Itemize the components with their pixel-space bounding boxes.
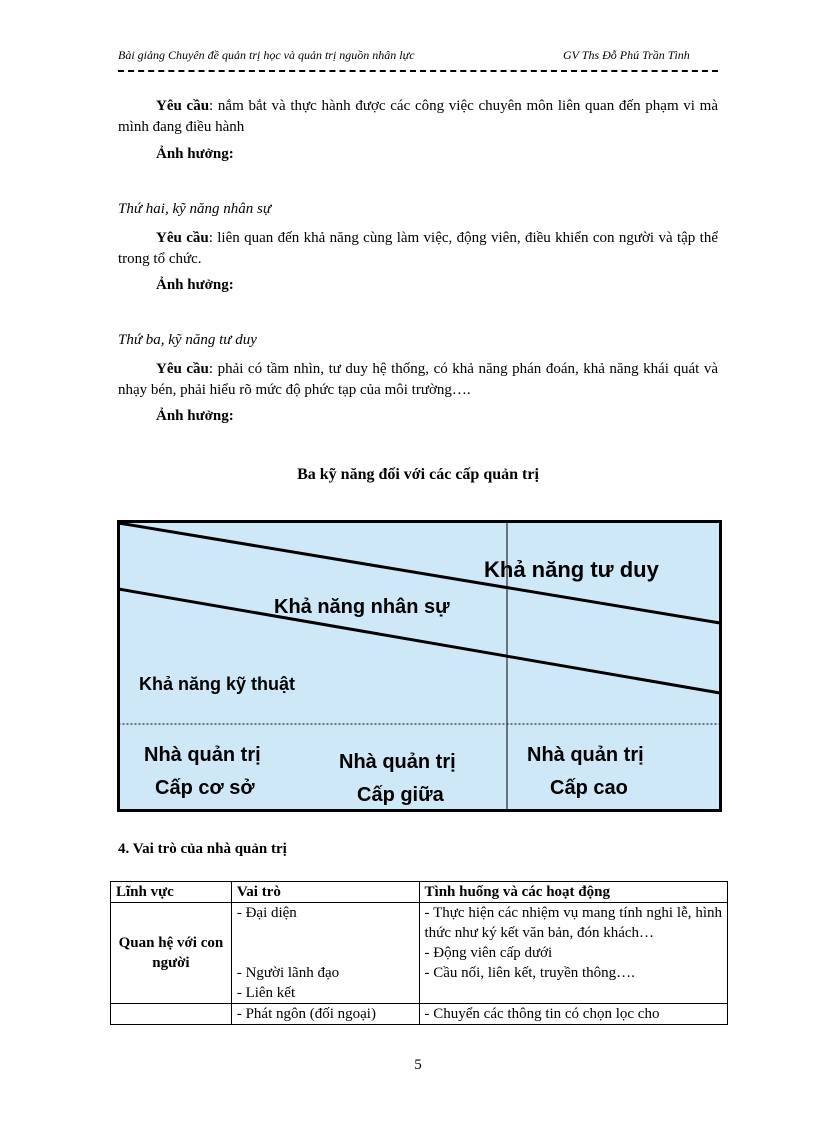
role-liaison: - Liên kết [236,985,296,1001]
label-technical-skill: Khả năng kỹ thuật [139,674,296,694]
label-thinking-skill: Khả năng tư duy [484,557,659,582]
header-field: Lĩnh vực [111,882,232,903]
skill-2-requirement: Yêu cầu: liên quan đến khả năng cùng làm việc, động viên, điều khiển con người và tập thể trong tổ chức. [118,230,718,267]
roles-table [110,881,728,1025]
table-row [111,903,728,1004]
header-role: Vai trò [231,882,419,903]
section-4-title: 4. Vai trò của nhà quản trị [118,841,287,857]
table-header-row [111,882,728,903]
page-number: 5 [414,1057,422,1073]
activity-representative: - Thực hiện các nhiệm vụ mang tính nghi lễ, hình thức như ký kết văn bản, đón khách… [424,905,722,941]
skill-1-requirement: Yêu cầu: nắm bắt và thực hành được các công việc chuyên môn liên quan đến phạm vi mà mình đang điều hành [118,98,719,135]
level-first-line-name: Cấp cơ sở [155,777,255,799]
level-top-title: Nhà quản trị [527,744,644,766]
header-activity: Tình huống và các hoạt động [419,882,727,903]
figure-title: Ba kỹ năng đối với các cấp quản trị [297,466,539,483]
skill-3-requirement: Yêu cầu: phải có tầm nhìn, tư duy hệ thống, có khả năng phán đoán, khả năng khái quát và nhạy bén, phải hiểu rõ mức độ phức tạp của môi trường…. [118,361,718,398]
level-middle-title: Nhà quản trị [339,751,456,773]
roles-cell [231,903,419,1004]
field-empty [111,1004,232,1025]
role-leader: - Người lãnh đạo [236,965,340,981]
skill-1-impact-label: Ảnh hưởng: [156,146,234,162]
level-first-line-title: Nhà quản trị [144,744,261,766]
role-spokesperson: - Phát ngôn (đối ngoại) [231,1004,419,1025]
header-course-title: Bài giảng Chuyên đề quản trị học và quản trị nguồn nhân lực [118,48,415,62]
activity-spokesperson: - Chuyển các thông tin có chọn lọc cho [419,1004,727,1025]
table-row [111,1004,728,1025]
skill-3-impact-label: Ảnh hưởng: [156,408,234,424]
skill-2-impact-label: Ảnh hưởng: [156,277,234,293]
role-representative: - Đại diện [236,905,297,921]
skill-3-title: Thứ ba, kỹ năng tư duy [118,332,257,348]
field-interpersonal: Quan hệ với con người [111,903,232,1004]
header-author: GV Ths Đỗ Phú Trần Tình [563,48,690,62]
skill-2-title: Thứ hai, kỹ năng nhân sự [118,201,272,217]
activity-leader: - Động viên cấp dưới [424,945,553,961]
header-divider [118,70,718,72]
activity-liaison: - Cầu nối, liên kết, truyền thông…. [424,965,635,981]
label-human-skill: Khả năng nhân sự [274,596,450,618]
level-middle-name: Cấp giữa [357,784,444,806]
activities-cell [419,903,727,1004]
level-top-name: Cấp cao [550,777,628,799]
